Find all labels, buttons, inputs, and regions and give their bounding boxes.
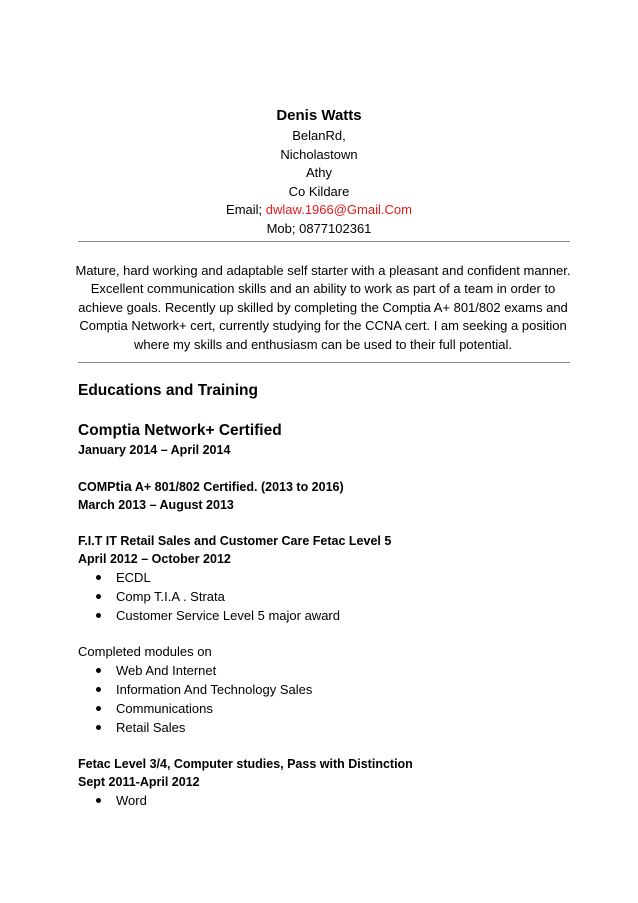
candidate-name: Denis Watts	[276, 107, 362, 124]
section-title: Educations and Training	[78, 382, 258, 399]
modules-intro: Completed modules on	[78, 644, 212, 659]
address-line-4: Co Kildare	[288, 183, 350, 199]
bullet-icon	[96, 687, 101, 692]
email-link[interactable]: dwlaw.1966@Gmail.Com	[265, 202, 412, 218]
list-item: Word	[78, 791, 578, 810]
education-section	[78, 381, 578, 810]
bullet-icon	[96, 725, 101, 730]
list-item: Communications	[78, 699, 578, 718]
mobile-line: Mob; 0877102361	[266, 220, 372, 236]
profile-summary: Mature, hard working and adaptable self starter with a pleasant and confident manner. Excellent communication skills and an ability to work as part of a team in order to achieve goals. Recently up skilled by completing the Comptia A+ 801/802 exams and Comptia Network+ cert, currently studying for the CCNA cert. I am seeking a position where my skills and enthusiasm can be used to their full potential.	[75, 263, 571, 352]
a-plus-dates: March 2013 – August 2013	[78, 498, 234, 512]
list-item: Web And Internet	[78, 661, 578, 680]
fetac34-title: Fetac Level 3/4, Computer studies, Pass with Distinction	[78, 757, 413, 771]
bullet-icon	[96, 798, 101, 803]
bullet-icon	[96, 594, 101, 599]
email-line	[0, 201, 638, 220]
module-items	[78, 661, 578, 737]
fetac34-dates: Sept 2011-April 2012	[78, 775, 200, 789]
email-label: Email;	[226, 202, 263, 218]
list-item: Customer Service Level 5 major award	[78, 606, 578, 625]
list-item: Comp T.I.A . Strata	[78, 587, 578, 606]
list-item: Retail Sales	[78, 718, 578, 737]
address-line-2: Nicholastown	[280, 146, 358, 162]
fit-title: F.I.T IT Retail Sales and Customer Care Fetac Level 5	[78, 534, 392, 548]
address-line-1: BelanRd,	[292, 128, 346, 143]
network-plus-dates: January 2014 – April 2014	[78, 443, 231, 457]
address-line-3: Athy	[305, 165, 332, 181]
bullet-icon	[96, 706, 101, 711]
bullet-icon	[96, 613, 101, 618]
bullet-icon	[96, 575, 101, 580]
a-plus-title: COMPtia A+ 801/802 Certified. (2013 to 2016)	[78, 478, 344, 494]
divider-top	[78, 241, 570, 242]
list-item: ECDL	[78, 568, 578, 587]
fit-dates: April 2012 – October 2012	[78, 552, 231, 566]
fetac34-items	[78, 791, 578, 810]
bullet-icon	[96, 668, 101, 673]
fit-items	[78, 568, 578, 625]
list-item: Information And Technology Sales	[78, 680, 578, 699]
network-plus-title: Comptia Network+ Certified	[78, 422, 282, 439]
divider-bottom	[78, 362, 570, 363]
contact-header	[0, 106, 638, 239]
